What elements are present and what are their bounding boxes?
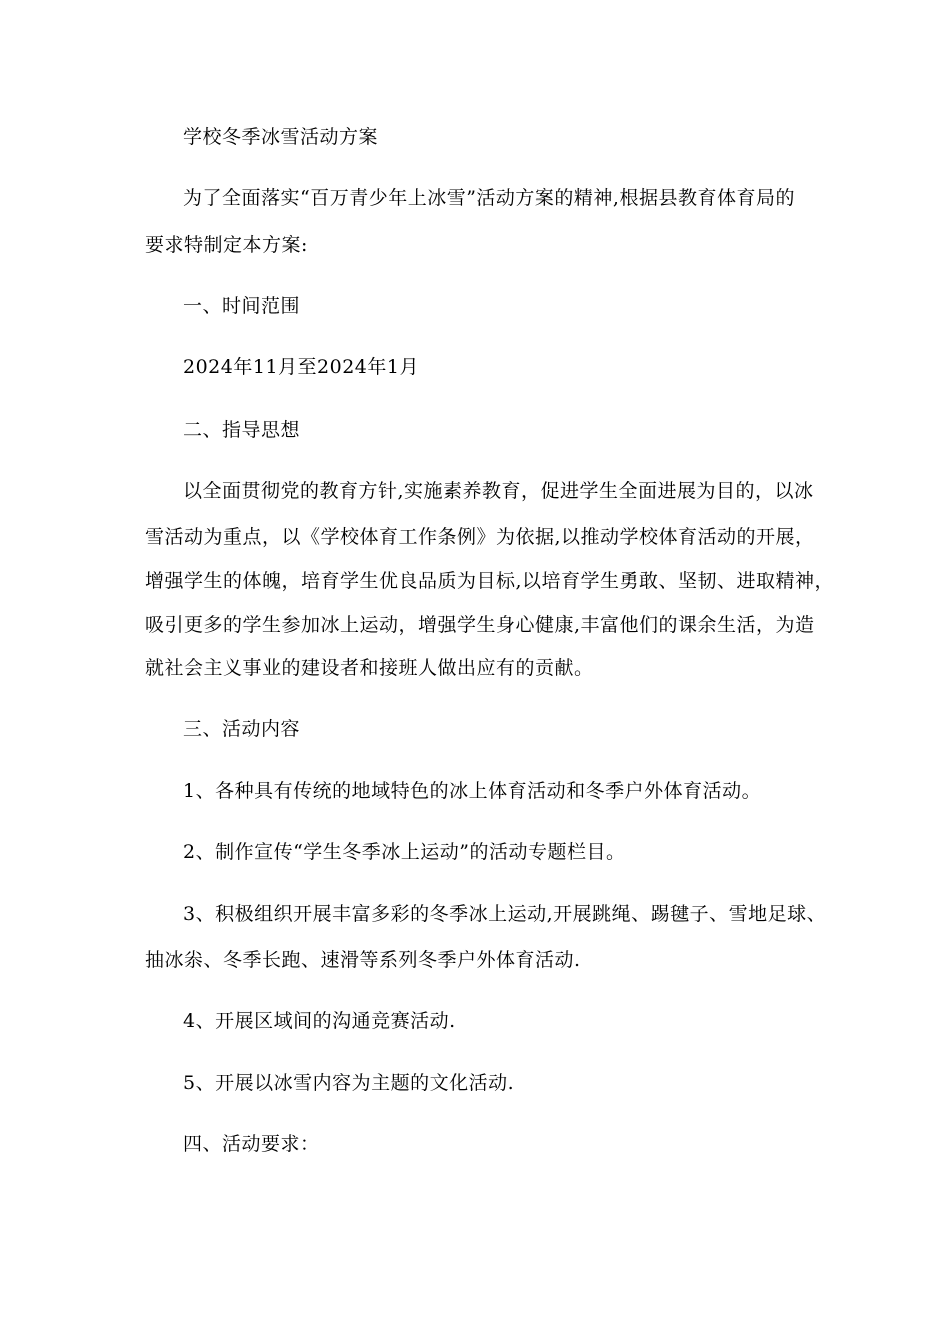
section-3-item-5: 5、开展以冰雪内容为主题的文化活动. — [183, 1072, 515, 1094]
section-2-body-line-2: 雪活动为重点，以《学校体育工作条例》为依据,以推动学校体育活动的开展， — [145, 526, 815, 548]
section-2-body-line-5: 就社会主义事业的建设者和接班人做出应有的贡献。 — [145, 657, 594, 679]
section-3-item-3-line-1: 3、积极组织开展丰富多彩的冬季冰上运动,开展跳绳、踢毽子、雪地足球、 — [183, 903, 827, 925]
section-3-item-1: 1、各种具有传统的地域特色的冰上体育活动和冬季户外体育活动。 — [183, 780, 762, 802]
section-3-heading: 三、活动内容 — [183, 718, 301, 740]
section-3-item-2: 2、制作宣传“学生冬季冰上运动”的活动专题栏目。 — [183, 841, 626, 863]
document-title: 学校冬季冰雪活动方案 — [183, 126, 379, 148]
section-2-body-line-3: 增强学生的体魄，培育学生优良品质为目标,以培育学生勇敢、坚韧、进取精神， — [145, 570, 835, 592]
section-1-heading: 一、时间范围 — [183, 295, 301, 317]
section-2-body-line-1: 以全面贯彻党的教育方针,实施素养教育，促进学生全面进展为目的，以冰 — [183, 480, 814, 502]
section-2-body-line-4: 吸引更多的学生参加冰上运动，增强学生身心健康,丰富他们的课余生活，为造 — [145, 614, 815, 636]
intro-line-1: 为了全面落实“百万青少年上冰雪”活动方案的精神,根据县教育体育局的 — [183, 187, 795, 209]
section-3-item-4: 4、开展区域间的沟通竞赛活动. — [183, 1010, 456, 1032]
section-4-heading: 四、活动要求： — [183, 1133, 320, 1155]
section-1-body: 2024年11月至2024年1月 — [183, 356, 419, 378]
intro-line-2: 要求特制定本方案: — [145, 234, 308, 256]
section-2-heading: 二、指导思想 — [183, 419, 301, 441]
section-3-item-3-line-2: 抽冰尜、冬季长跑、速滑等系列冬季户外体育活动. — [145, 949, 581, 971]
